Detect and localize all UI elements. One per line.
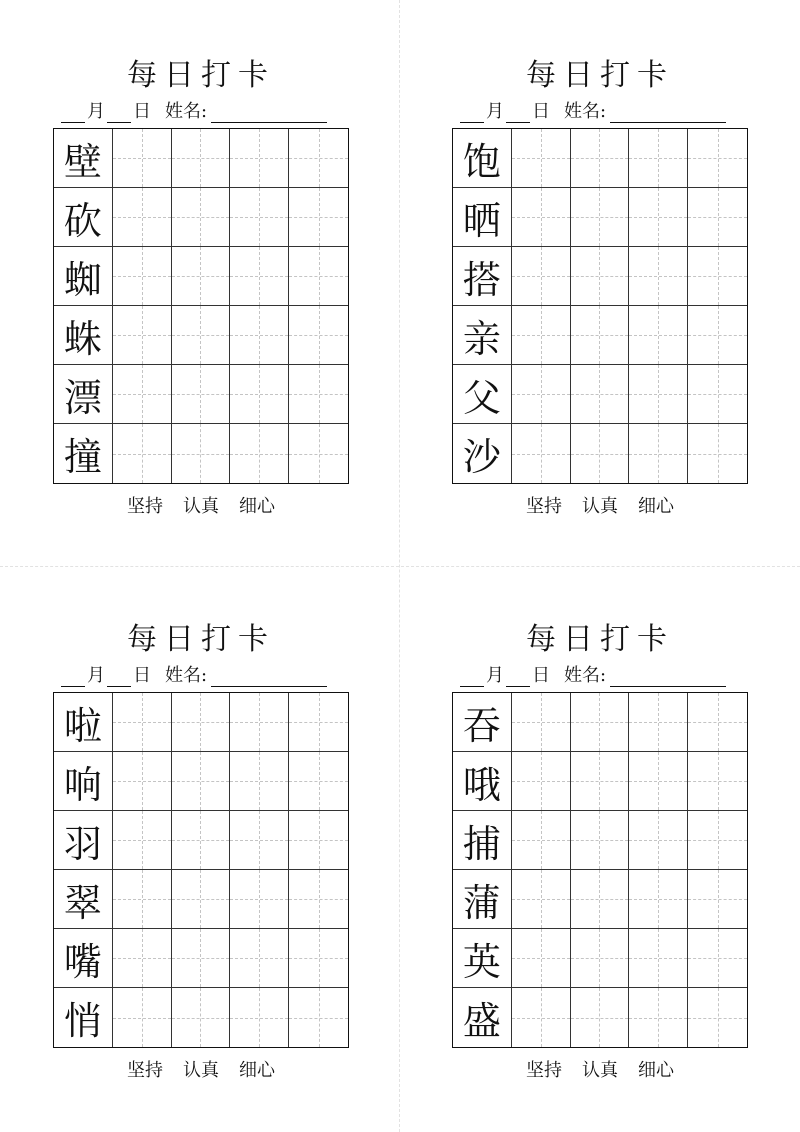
card-title: 每日打卡	[526, 58, 674, 93]
month-blank[interactable]	[61, 668, 85, 687]
name-blank[interactable]	[610, 668, 726, 687]
model-character: 哦	[462, 762, 501, 807]
practice-cell[interactable]	[512, 988, 571, 1047]
date-name-line	[61, 101, 327, 123]
practice-cell[interactable]	[230, 247, 289, 306]
day-blank[interactable]	[506, 668, 530, 687]
practice-cell[interactable]	[172, 424, 231, 483]
name-label: 姓名:	[165, 665, 208, 686]
practice-cell[interactable]	[688, 752, 747, 811]
practice-cell[interactable]	[688, 693, 747, 752]
month-label: 月	[87, 665, 105, 686]
model-character-cell	[54, 247, 113, 306]
practice-grid	[53, 128, 349, 484]
practice-cell[interactable]	[172, 306, 231, 365]
motto	[452, 1056, 748, 1082]
practice-cell[interactable]	[512, 870, 571, 929]
model-character-cell	[453, 188, 512, 247]
practice-cell[interactable]	[688, 365, 747, 424]
practice-cell[interactable]	[289, 306, 348, 365]
name-label: 姓名:	[165, 101, 208, 122]
practice-cell[interactable]	[289, 247, 348, 306]
practice-cell[interactable]	[688, 424, 747, 483]
motto-word: 认真	[183, 496, 219, 517]
day-blank[interactable]	[107, 668, 131, 687]
practice-cell[interactable]	[230, 424, 289, 483]
model-character: 羽	[63, 821, 102, 866]
model-character-cell	[54, 306, 113, 365]
model-character: 悄	[63, 999, 102, 1043]
month-blank[interactable]	[460, 668, 484, 687]
model-character: 盛	[462, 999, 501, 1043]
model-character-cell	[453, 306, 512, 365]
model-character: 响	[63, 762, 102, 807]
practice-cell[interactable]	[629, 693, 688, 752]
practice-cell[interactable]	[172, 988, 231, 1047]
checkin-card	[452, 622, 748, 1122]
practice-cell[interactable]	[230, 752, 289, 811]
model-character: 父	[462, 375, 501, 420]
date-name-line	[460, 101, 726, 123]
motto-word: 坚持	[526, 496, 562, 517]
model-character-cell	[54, 129, 113, 188]
day-label: 日	[532, 101, 550, 122]
model-character: 晒	[462, 198, 501, 243]
month-label: 月	[87, 101, 105, 122]
motto	[452, 492, 748, 518]
month-blank[interactable]	[61, 104, 85, 123]
practice-cell[interactable]	[230, 693, 289, 752]
practice-cell[interactable]	[571, 693, 630, 752]
model-character: 亲	[462, 316, 501, 361]
practice-cell[interactable]	[571, 188, 630, 247]
practice-cell[interactable]	[512, 306, 571, 365]
practice-cell[interactable]	[172, 129, 231, 188]
motto-word: 认真	[183, 1060, 219, 1081]
practice-cell[interactable]	[512, 424, 571, 483]
card-title: 每日打卡	[526, 622, 674, 657]
practice-cell[interactable]	[629, 752, 688, 811]
practice-cell[interactable]	[571, 247, 630, 306]
practice-cell[interactable]	[512, 811, 571, 870]
horizontal-cut-line	[0, 566, 800, 567]
practice-cell[interactable]	[113, 365, 172, 424]
practice-cell[interactable]	[512, 752, 571, 811]
model-character: 英	[462, 939, 501, 984]
practice-cell[interactable]	[629, 129, 688, 188]
model-character-cell	[453, 929, 512, 988]
model-character-cell	[54, 365, 113, 424]
practice-cell[interactable]	[230, 188, 289, 247]
practice-cell[interactable]	[113, 424, 172, 483]
model-character: 翠	[63, 880, 102, 925]
practice-cell[interactable]	[688, 870, 747, 929]
practice-cell[interactable]	[113, 811, 172, 870]
model-character-cell	[54, 929, 113, 988]
practice-cell[interactable]	[289, 988, 348, 1047]
model-character: 撞	[63, 435, 102, 479]
motto	[53, 1056, 349, 1082]
motto-word: 细心	[638, 1060, 674, 1081]
practice-cell[interactable]	[571, 811, 630, 870]
date-name-line	[61, 665, 327, 687]
name-label: 姓名:	[564, 665, 607, 686]
practice-cell[interactable]	[172, 752, 231, 811]
day-blank[interactable]	[506, 104, 530, 123]
practice-cell[interactable]	[688, 988, 747, 1047]
practice-cell[interactable]	[172, 693, 231, 752]
practice-cell[interactable]	[629, 811, 688, 870]
practice-cell[interactable]	[688, 929, 747, 988]
practice-cell[interactable]	[571, 129, 630, 188]
model-character-cell	[54, 811, 113, 870]
model-character-cell	[453, 988, 512, 1047]
name-blank[interactable]	[610, 104, 726, 123]
practice-cell[interactable]	[113, 306, 172, 365]
model-character-cell	[453, 693, 512, 752]
date-name-line	[460, 665, 726, 687]
model-character: 捕	[462, 821, 501, 866]
checkin-card	[452, 58, 748, 558]
practice-cell[interactable]	[230, 929, 289, 988]
practice-cell[interactable]	[688, 306, 747, 365]
practice-cell[interactable]	[289, 424, 348, 483]
card-title: 每日打卡	[127, 622, 275, 657]
practice-cell[interactable]	[688, 129, 747, 188]
practice-cell[interactable]	[172, 929, 231, 988]
checkin-card	[53, 58, 349, 558]
practice-cell[interactable]	[512, 247, 571, 306]
day-label: 日	[133, 665, 151, 686]
practice-cell[interactable]	[113, 752, 172, 811]
practice-cell[interactable]	[230, 811, 289, 870]
model-character-cell	[453, 752, 512, 811]
practice-cell[interactable]	[230, 129, 289, 188]
model-character-cell	[54, 188, 113, 247]
model-character-cell	[54, 988, 113, 1047]
model-character-cell	[453, 811, 512, 870]
practice-cell[interactable]	[571, 306, 630, 365]
motto-word: 坚持	[127, 1060, 163, 1081]
practice-cell[interactable]	[172, 188, 231, 247]
month-label: 月	[486, 101, 504, 122]
card-title: 每日打卡	[127, 58, 275, 93]
practice-cell[interactable]	[512, 693, 571, 752]
model-character-cell	[453, 870, 512, 929]
practice-cell[interactable]	[113, 247, 172, 306]
motto-word: 细心	[239, 1060, 275, 1081]
practice-cell[interactable]	[230, 306, 289, 365]
motto-word: 坚持	[127, 496, 163, 517]
practice-cell[interactable]	[230, 365, 289, 424]
practice-cell[interactable]	[629, 188, 688, 247]
model-character: 蒲	[462, 880, 501, 925]
practice-cell[interactable]	[113, 988, 172, 1047]
practice-cell[interactable]	[289, 929, 348, 988]
month-blank[interactable]	[460, 104, 484, 123]
practice-cell[interactable]	[688, 247, 747, 306]
practice-cell[interactable]	[113, 870, 172, 929]
model-character-cell	[54, 752, 113, 811]
practice-cell[interactable]	[629, 870, 688, 929]
model-character: 搭	[462, 257, 501, 302]
practice-cell[interactable]	[688, 188, 747, 247]
model-character: 饱	[462, 139, 501, 184]
practice-cell[interactable]	[629, 424, 688, 483]
model-character: 嘴	[63, 939, 102, 984]
name-label: 姓名:	[564, 101, 607, 122]
practice-grid	[452, 692, 748, 1048]
motto-word: 细心	[638, 496, 674, 517]
practice-cell[interactable]	[172, 870, 231, 929]
practice-cell[interactable]	[512, 188, 571, 247]
day-blank[interactable]	[107, 104, 131, 123]
practice-cell[interactable]	[512, 365, 571, 424]
practice-cell[interactable]	[113, 929, 172, 988]
model-character-cell	[453, 129, 512, 188]
practice-cell[interactable]	[289, 752, 348, 811]
practice-cell[interactable]	[113, 129, 172, 188]
practice-grid	[452, 128, 748, 484]
practice-grid	[53, 692, 349, 1048]
checkin-card	[53, 622, 349, 1122]
model-character: 啦	[63, 703, 102, 748]
practice-cell[interactable]	[113, 188, 172, 247]
practice-cell[interactable]	[289, 693, 348, 752]
model-character-cell	[54, 424, 113, 483]
motto	[53, 492, 349, 518]
model-character-cell	[453, 365, 512, 424]
name-blank[interactable]	[211, 668, 327, 687]
model-character: 吞	[462, 703, 501, 748]
practice-cell[interactable]	[571, 988, 630, 1047]
practice-cell[interactable]	[571, 870, 630, 929]
practice-cell[interactable]	[571, 365, 630, 424]
practice-cell[interactable]	[172, 247, 231, 306]
practice-cell[interactable]	[688, 811, 747, 870]
model-character: 漂	[63, 375, 102, 420]
practice-cell[interactable]	[629, 247, 688, 306]
name-blank[interactable]	[211, 104, 327, 123]
practice-cell[interactable]	[172, 811, 231, 870]
motto-word: 坚持	[526, 1060, 562, 1081]
practice-cell[interactable]	[629, 988, 688, 1047]
model-character-cell	[54, 693, 113, 752]
motto-word: 认真	[582, 1060, 618, 1081]
day-label: 日	[133, 101, 151, 122]
practice-cell[interactable]	[512, 129, 571, 188]
practice-cell[interactable]	[230, 988, 289, 1047]
practice-cell[interactable]	[571, 752, 630, 811]
day-label: 日	[532, 665, 550, 686]
practice-cell[interactable]	[289, 129, 348, 188]
practice-cell[interactable]	[629, 929, 688, 988]
practice-cell[interactable]	[512, 929, 571, 988]
model-character: 壁	[63, 139, 102, 184]
practice-cell[interactable]	[571, 929, 630, 988]
practice-cell[interactable]	[629, 306, 688, 365]
practice-cell[interactable]	[289, 870, 348, 929]
model-character: 蛛	[63, 316, 102, 361]
motto-word: 细心	[239, 496, 275, 517]
practice-cell[interactable]	[172, 365, 231, 424]
model-character: 砍	[63, 198, 102, 243]
practice-cell[interactable]	[629, 365, 688, 424]
practice-cell[interactable]	[289, 188, 348, 247]
month-label: 月	[486, 665, 504, 686]
model-character: 沙	[462, 435, 501, 479]
model-character: 蜘	[63, 257, 102, 302]
practice-cell[interactable]	[289, 811, 348, 870]
practice-cell[interactable]	[571, 424, 630, 483]
model-character-cell	[54, 870, 113, 929]
model-character-cell	[453, 247, 512, 306]
practice-cell[interactable]	[230, 870, 289, 929]
motto-word: 认真	[582, 496, 618, 517]
practice-cell[interactable]	[113, 693, 172, 752]
model-character-cell	[453, 424, 512, 483]
practice-cell[interactable]	[289, 365, 348, 424]
